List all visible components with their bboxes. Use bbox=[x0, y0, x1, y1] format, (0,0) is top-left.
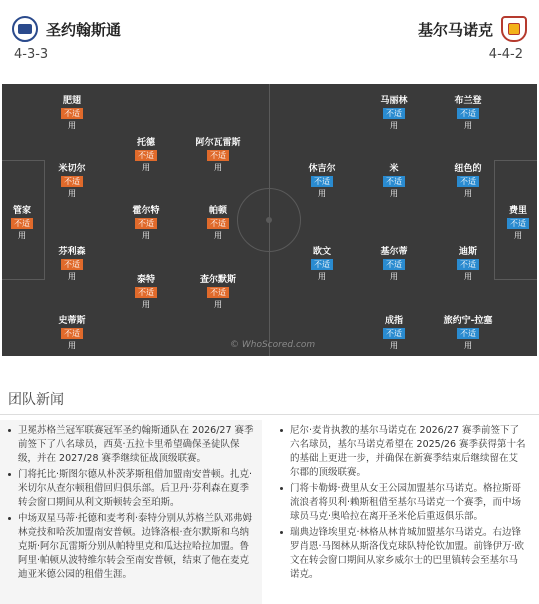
away-player[interactable]: 米 不适 用 bbox=[364, 164, 424, 199]
away-news-list bbox=[272, 420, 534, 584]
away-crest-icon bbox=[501, 16, 527, 42]
list-item: 瑞典边锋埃里克·林格从林肯城加盟基尔马诺克。右边锋罗肖恩·马图林从斯洛伐克球队特伦钦加盟。前锋伊万·欧文在转会窗口期间从家乡威尔士的巴里镇转会至基尔马诺克。 bbox=[280, 526, 526, 582]
match-header bbox=[0, 0, 539, 80]
home-news-list bbox=[0, 420, 262, 604]
home-player[interactable]: 霍尔特 不适 用 bbox=[132, 206, 160, 240]
watermark: © WhoScored.com bbox=[230, 340, 316, 350]
home-player[interactable]: 米切尔 不适 用 bbox=[58, 164, 86, 198]
away-player[interactable]: 休吉尔 不适 用 bbox=[308, 164, 336, 198]
away-team-name[interactable]: 基尔马诺克 bbox=[417, 20, 493, 39]
team-news bbox=[0, 376, 539, 604]
home-player[interactable]: 肥翅 不适 用 bbox=[62, 96, 81, 130]
home-player[interactable]: 托德 不适 用 bbox=[136, 138, 155, 172]
list-item: 中场双星马蒂·托德和麦考利·泰特分别从苏格兰队邓弗姆林竞技和哈茨加盟南安普顿。边锋洛根·查尔默斯和乌纳克斯·阿尔瓦雷斯分别从帕特里克和瓜达拉哈拉加盟。鲁阿里·帕顿从波特维尔转会至南安普顿，结束了他在麦克迪亚米德公园的租借生涯。 bbox=[8, 512, 254, 582]
home-formation: 4-3-3 bbox=[14, 47, 49, 62]
away-player[interactable]: 迪斯 不适 用 bbox=[458, 247, 477, 281]
away-player[interactable]: 欧文 不适 用 bbox=[312, 247, 331, 281]
away-player[interactable]: 基尔蒂 不适 用 bbox=[380, 247, 408, 281]
home-crest-icon bbox=[12, 16, 38, 42]
away-team[interactable] bbox=[418, 16, 527, 42]
away-player[interactable]: 旅约宁-拉塞 不适 用 bbox=[443, 316, 493, 350]
list-item: 尼尔·麦肯执教的基尔马诺克在 2026/27 赛季前签下了六名球员，基尔马诺克希望在 2025/26 赛季获得第十名的基础上更进一步，并确保在新赛季结束后继续留在艾尔郡的顶级联赛。 bbox=[280, 424, 526, 480]
home-team[interactable] bbox=[12, 16, 121, 42]
home-team-name[interactable]: 圣约翰斯通 bbox=[46, 20, 122, 39]
list-item: 卫冕苏格兰冠军联赛冠军圣约翰斯通队在 2026/27 赛季前签下了八名球员，西莫·五拉卡里希望确保圣徒队保级，并在 2027/28 赛季继续征战顶级联赛。 bbox=[8, 424, 254, 466]
center-spot bbox=[266, 217, 272, 223]
home-player[interactable]: 查尔默斯 不适 用 bbox=[199, 275, 236, 309]
home-player[interactable]: 泰特 不适 用 bbox=[136, 275, 155, 309]
away-player[interactable]: 纽色的 不适 用 bbox=[454, 164, 482, 198]
pitch bbox=[2, 84, 537, 356]
away-player[interactable]: 马丽林 不适 用 bbox=[380, 96, 408, 130]
divider bbox=[0, 414, 539, 415]
home-player[interactable]: 帕顿 不适 用 bbox=[208, 206, 227, 240]
list-item: 门将卡勒姆·费里从女王公园加盟基尔马诺克。格拉斯哥流浪者将贝利·赖斯租借至基尔马诺克一个赛季，而中场球员马克·奥哈拉在离开圣米伦后重返俱乐部。 bbox=[280, 482, 526, 524]
home-player[interactable]: 阿尔瓦雷斯 不适 用 bbox=[195, 138, 241, 172]
team-news-title: 团队新闻 bbox=[8, 392, 64, 408]
away-player[interactable]: 成指 不适 用 bbox=[384, 316, 403, 350]
home-player[interactable]: 管家 不适 用 bbox=[12, 206, 31, 240]
away-player[interactable]: 费里 不适 用 bbox=[508, 206, 527, 240]
away-formation: 4-4-2 bbox=[488, 47, 523, 62]
home-player[interactable]: 史蒂斯 不适 用 bbox=[58, 316, 86, 350]
home-player[interactable]: 芬利森 不适 用 bbox=[58, 247, 86, 281]
away-player[interactable]: 布兰登 不适 用 bbox=[454, 96, 482, 130]
list-item: 门将托比·斯图尔德从朴茨茅斯租借加盟南安普顿。扎克·米切尔从查尔顿租借回归俱乐部。后卫丹·芬利森在夏季转会窗口期间从利文斯顿转会至珀斯。 bbox=[8, 468, 254, 510]
